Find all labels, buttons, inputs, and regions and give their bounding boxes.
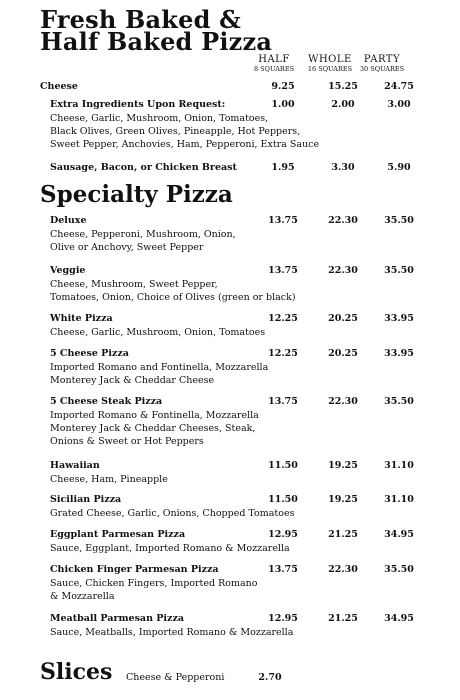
price-party: 34.95	[384, 529, 414, 540]
item-name: Sausage, Bacon, or Chicken Breast	[50, 162, 237, 173]
price-half: 11.50	[268, 460, 298, 471]
price-half: 1.00	[271, 99, 295, 110]
item-description	[50, 278, 340, 304]
item-description	[50, 361, 340, 387]
desc-line: Monterey Jack & Cheddar Cheeses, Steak,	[50, 423, 256, 434]
slices-section-title: Slices	[40, 659, 113, 685]
item-name: Chicken Finger Parmesan Pizza	[50, 564, 219, 575]
price-party: 34.95	[384, 613, 414, 624]
price-whole: 19.25	[328, 460, 358, 471]
item-name: Meatball Parmesan Pizza	[50, 613, 184, 624]
slices-description: Cheese & Pepperoni	[126, 672, 225, 683]
desc-line: Sweet Pepper, Anchovies, Ham, Pepperoni, Extra Sauce	[50, 139, 320, 150]
price-whole: 22.30	[328, 265, 358, 276]
item-name: Extra Ingredients Upon Request:	[50, 99, 226, 110]
price-half: 11.50	[268, 494, 298, 505]
item-name: Sicilian Pizza	[50, 494, 122, 505]
price-party: 35.50	[384, 396, 414, 407]
price-whole: 19.25	[328, 494, 358, 505]
price-whole: 21.25	[328, 613, 358, 624]
item-name: Eggplant Parmesan Pizza	[50, 529, 186, 540]
item-description	[50, 507, 340, 520]
price-half: 12.25	[268, 348, 298, 359]
price-whole: 2.00	[331, 99, 355, 110]
desc-line: Tomatoes, Onion, Choice of Olives (green or black)	[50, 292, 296, 303]
column-label: HALF	[258, 54, 290, 65]
column-label: WHOLE	[308, 54, 352, 65]
menu-title-line-1: Fresh Baked &	[40, 5, 241, 34]
desc-line: Cheese, Garlic, Mushroom, Onion, Tomatoes,	[50, 113, 269, 124]
price-half: 12.95	[268, 613, 298, 624]
price-whole: 20.25	[328, 348, 358, 359]
price-half: 13.75	[268, 564, 298, 575]
desc-line: Imported Romano and Fontinella, Mozzarella	[50, 362, 269, 373]
item-description	[50, 228, 340, 254]
price-whole: 20.25	[328, 313, 358, 324]
price-half: 12.25	[268, 313, 298, 324]
price-half: 13.75	[268, 265, 298, 276]
item-description	[50, 577, 340, 603]
item-name: Veggie	[50, 265, 86, 276]
item-description	[50, 112, 340, 151]
desc-line: Cheese, Pepperoni, Mushroom, Onion,	[50, 229, 236, 240]
price-party: 35.50	[384, 265, 414, 276]
desc-line: Imported Romano & Fontinella, Mozzarella	[50, 410, 259, 421]
desc-line: Sauce, Eggplant, Imported Romano & Mozzarella	[50, 543, 290, 554]
column-header-party	[347, 54, 417, 73]
column-sublabel: 8 SQUARES	[253, 65, 295, 73]
column-label: PARTY	[363, 54, 401, 65]
price-party: 24.75	[384, 81, 414, 92]
price-half: 1.95	[271, 162, 295, 173]
item-name: Deluxe	[50, 215, 87, 226]
column-sublabel: 16 SQUARES	[307, 65, 353, 73]
item-description	[50, 626, 340, 639]
slices-price: 2.70	[258, 672, 282, 683]
price-party: 33.95	[384, 348, 414, 359]
column-sublabel: 30 SQUARES	[359, 65, 405, 73]
desc-line: & Mozzarella	[50, 591, 115, 602]
desc-line: Sauce, Meatballs, Imported Romano & Mozzarella	[50, 627, 294, 638]
item-description	[50, 326, 340, 339]
desc-line: Sauce, Chicken Fingers, Imported Romano	[50, 578, 258, 589]
price-half: 12.95	[268, 529, 298, 540]
price-half: 9.25	[271, 81, 295, 92]
price-party: 35.50	[384, 215, 414, 226]
item-description	[50, 409, 340, 448]
desc-line: Onions & Sweet or Hot Peppers	[50, 436, 204, 447]
price-whole: 3.30	[331, 162, 355, 173]
desc-line: Olive or Anchovy, Sweet Pepper	[50, 242, 204, 253]
desc-line: Grated Cheese, Garlic, Onions, Chopped Tomatoes	[50, 508, 295, 519]
price-party: 31.10	[384, 460, 414, 471]
desc-line: Black Olives, Green Olives, Pineapple, Hot Peppers,	[50, 126, 301, 137]
item-name: White Pizza	[50, 313, 113, 324]
price-whole: 15.25	[328, 81, 358, 92]
item-name: 5 Cheese Pizza	[50, 348, 129, 359]
item-description	[50, 542, 340, 555]
item-description	[50, 473, 340, 486]
price-party: 5.90	[387, 162, 411, 173]
price-half: 13.75	[268, 396, 298, 407]
price-whole: 21.25	[328, 529, 358, 540]
desc-line: Monterey Jack & Cheddar Cheese	[50, 375, 215, 386]
desc-line: Cheese, Mushroom, Sweet Pepper,	[50, 279, 218, 290]
price-whole: 22.30	[328, 564, 358, 575]
price-party: 3.00	[387, 99, 411, 110]
price-party: 31.10	[384, 494, 414, 505]
item-name: 5 Cheese Steak Pizza	[50, 396, 163, 407]
price-whole: 22.30	[328, 396, 358, 407]
desc-line: Cheese, Garlic, Mushroom, Onion, Tomatoes	[50, 327, 266, 338]
item-name: Hawaiian	[50, 460, 100, 471]
price-whole: 22.30	[328, 215, 358, 226]
price-party: 33.95	[384, 313, 414, 324]
desc-line: Cheese, Ham, Pineapple	[50, 474, 168, 485]
price-party: 35.50	[384, 564, 414, 575]
menu-title-line-2: Half Baked Pizza	[40, 27, 273, 56]
specialty-section-title: Specialty Pizza	[40, 181, 233, 208]
item-name: Cheese	[40, 81, 78, 92]
price-half: 13.75	[268, 215, 298, 226]
